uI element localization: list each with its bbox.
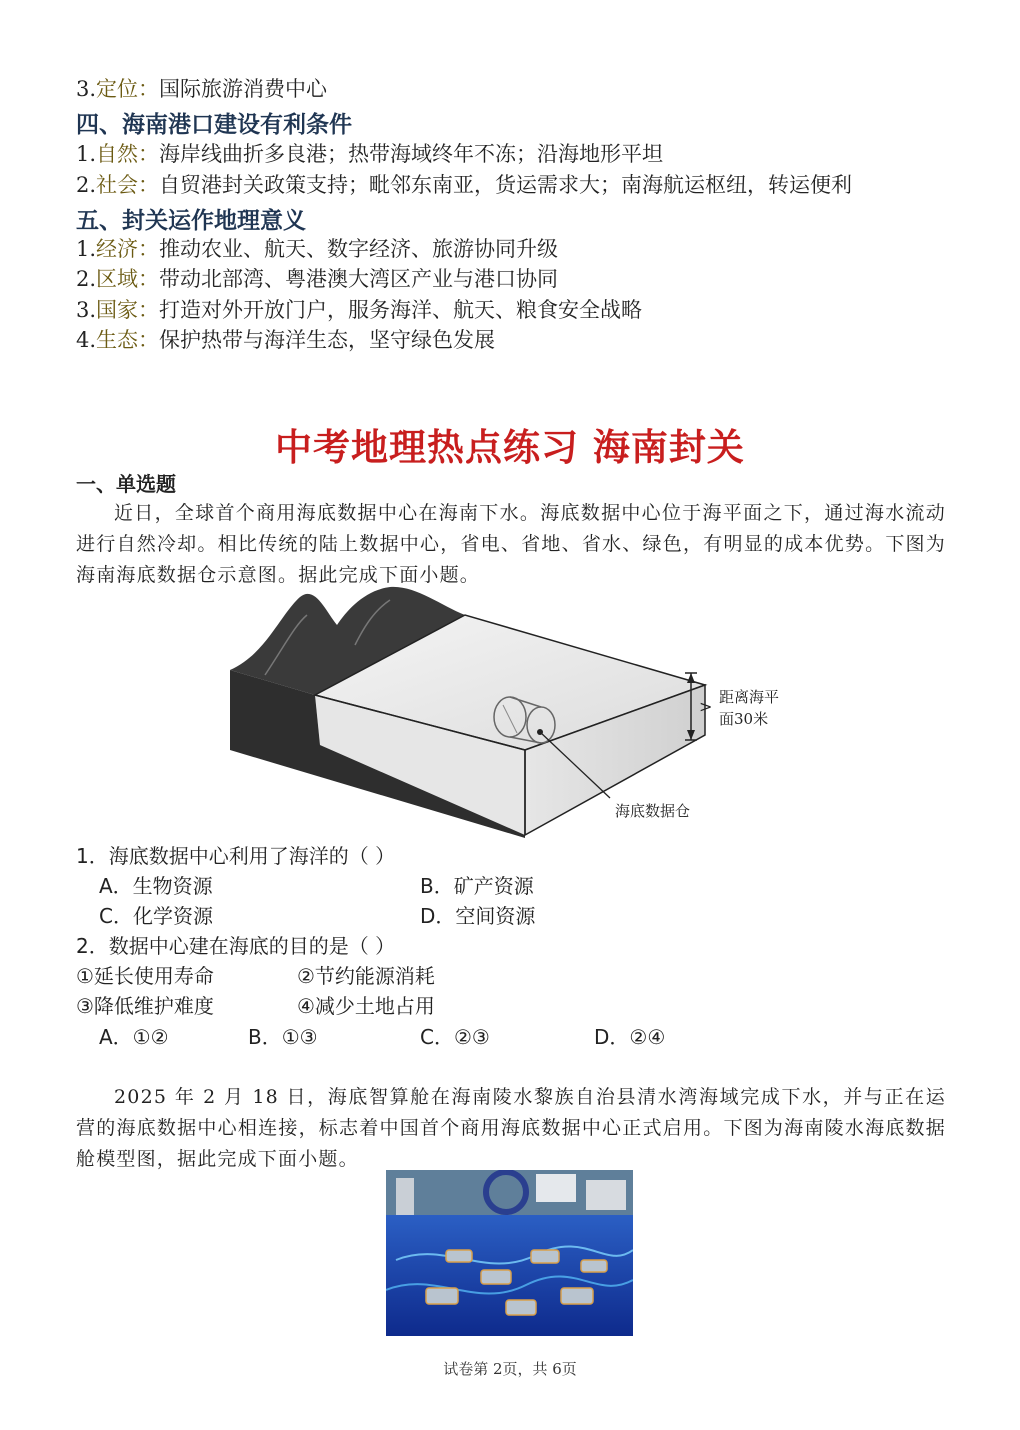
list-item-ecology: 4.生态：保护热带与海洋生态，坚守绿色发展	[76, 328, 496, 352]
list-item-region: 2.区域：带动北部湾、粤港澳大湾区产业与港口协同	[76, 267, 559, 291]
section-label-single-choice: 一、单选题	[76, 472, 176, 496]
intro-paragraph-2: 2025 年 2 月 18 日，海底智算舱在海南陵水黎族自治县清水湾海域完成下水，并与正在运营的海底数据中心相连接，标志着中国首个商用海底数据中心正式启用。下图为海南陵水海底数据舱模型图，据此完成下面小题。	[76, 1086, 946, 1170]
q2-option-d[interactable]: D．②④	[594, 1025, 666, 1049]
q1-option-a[interactable]: A．生物资源	[99, 874, 213, 898]
q2-option-b[interactable]: B．①③	[248, 1025, 318, 1049]
depth-label-line2: 面30米	[719, 710, 769, 728]
q2-statement-2: ②节约能源消耗	[297, 964, 435, 988]
question-1-stem: 1．海底数据中心利用了海洋的（ ）	[76, 844, 396, 868]
list-item-economy: 1.经济：推动农业、航天、数字经济、旅游协同升级	[76, 237, 559, 261]
exam-title: 中考地理热点练习 海南封关	[275, 426, 745, 469]
list-item-positioning: 3.定位：国际旅游消费中心	[76, 77, 328, 101]
pod-label: 海底数据仓	[615, 802, 691, 820]
seabed-data-pod-diagram	[225, 585, 805, 840]
list-item-nation: 3.国家：打造对外开放门户，服务海洋、航天、粮食安全战略	[76, 298, 643, 322]
question-2-stem: 2．数据中心建在海底的目的是（ ）	[76, 934, 396, 958]
page-footer: 试卷第 2页，共 6页	[443, 1360, 577, 1378]
q1-option-c[interactable]: C．化学资源	[99, 904, 213, 928]
depth-label-line1: 距离海平	[719, 688, 780, 706]
q2-statement-1: ①延长使用寿命	[76, 964, 214, 988]
q2-option-a[interactable]: A．①②	[99, 1025, 169, 1049]
q1-option-d[interactable]: D．空间资源	[420, 904, 536, 928]
section-heading-port-conditions: 四、海南港口建设有利条件	[76, 112, 352, 138]
q2-option-c[interactable]: C．②③	[420, 1025, 490, 1049]
data-pod-model-photo	[386, 1170, 633, 1336]
list-item-social: 2.社会：自贸港封关政策支持；毗邻东南亚，货运需求大；南海航运枢纽，转运便利	[76, 173, 853, 197]
q2-statement-4: ④减少土地占用	[297, 994, 435, 1018]
intro-paragraph: 近日，全球首个商用海底数据中心在海南下水。海底数据中心位于海平面之下，通过海水流动进行自然冷却。相比传统的陆上数据中心，省电、省地、省水、绿色，有明显的成本优势。下图为海南海底数据仓示意图。据此完成下面小题。	[76, 502, 946, 586]
list-item-natural: 1.自然：海岸线曲折多良港；热带海域终年不冻；沿海地形平坦	[76, 142, 664, 166]
q2-statement-3: ③降低维护难度	[76, 994, 214, 1018]
q1-option-b[interactable]: B．矿产资源	[420, 874, 534, 898]
depth-symbol: >	[699, 697, 713, 716]
section-heading-significance: 五、封关运作地理意义	[76, 208, 306, 234]
